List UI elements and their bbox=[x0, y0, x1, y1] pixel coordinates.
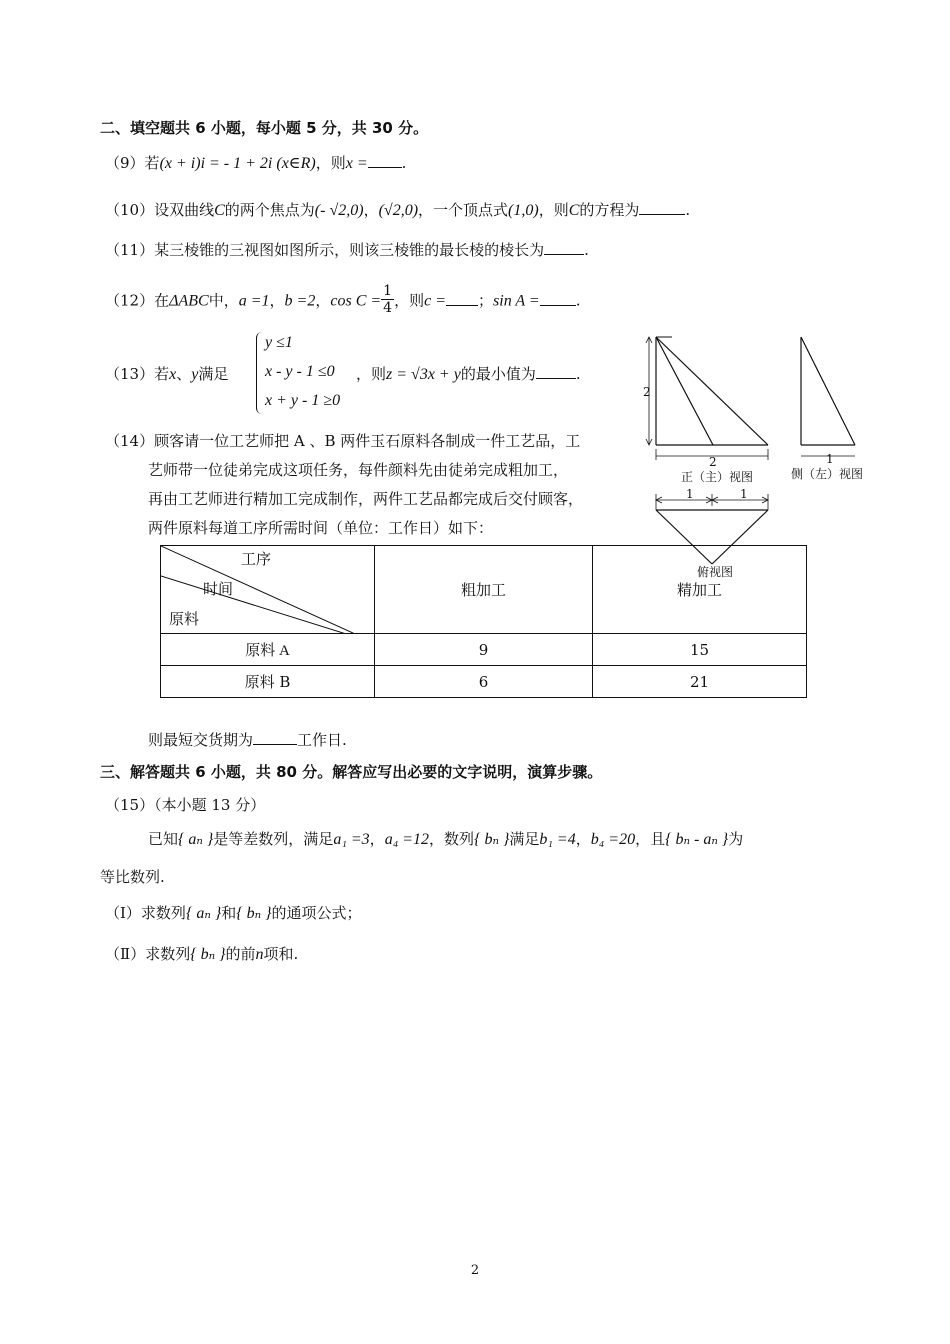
q15-seq-diff: { bₙ - aₙ } bbox=[665, 831, 729, 848]
q15-l1f: 为 bbox=[728, 830, 744, 848]
q12-num: （12） bbox=[105, 291, 155, 310]
side-width-label: 1 bbox=[826, 452, 834, 466]
q15-p1-seq-b: { bₙ } bbox=[236, 905, 272, 922]
q14-tail bbox=[148, 730, 347, 750]
question-14-line3: 再由工艺师进行精加工完成制作，两件工艺品都完成后交付顾客， bbox=[148, 490, 584, 508]
q11-blank bbox=[544, 240, 584, 255]
q10-text4: ，则 bbox=[538, 201, 569, 219]
q12-text3: ，则 bbox=[394, 291, 425, 310]
q15-seq-a: { aₙ } bbox=[178, 831, 214, 848]
q10-text1: 设双曲线 bbox=[154, 201, 215, 219]
q13-constraint-system bbox=[256, 332, 367, 414]
table-header-yuanliao: 原料 bbox=[169, 610, 200, 628]
q15-p2c: 项和. bbox=[263, 945, 299, 963]
q12-text2: 中， bbox=[208, 291, 239, 310]
section3-heading: 三、解答题共 6 小题，共 80 分。解答应写出必要的文字说明，演算步骤。 bbox=[100, 763, 603, 781]
q11-end: . bbox=[584, 241, 589, 259]
table-row-name: 原料 B bbox=[161, 666, 375, 698]
question-14-line1 bbox=[105, 431, 580, 451]
q10-text3: ，一个顶点式 bbox=[418, 201, 509, 219]
q10-comma: ， bbox=[363, 201, 379, 219]
q11-text: 某三棱锥的三视图如图所示，则该三棱锥的最长棱的棱长为 bbox=[154, 241, 545, 259]
q13-z: z = √3x + y bbox=[386, 366, 461, 383]
q10-end: . bbox=[685, 201, 691, 219]
q15-l1d: 满足 bbox=[509, 830, 540, 848]
q15-part1 bbox=[105, 903, 362, 924]
q15-l1c: ，数列 bbox=[429, 830, 475, 848]
q15-n: n bbox=[255, 946, 264, 963]
q14-l1: 顾客请一位工艺师把 A 、B 两件玉石原料各制成一件工艺品，工 bbox=[154, 432, 581, 450]
q14-tail2: 工作日. bbox=[297, 731, 347, 749]
q9-pre: 若 bbox=[144, 154, 160, 172]
table-header-fine: 精加工 bbox=[593, 546, 807, 634]
q10-vertex: (1,0) bbox=[508, 202, 539, 219]
q15-a1: a₁ =3 bbox=[333, 831, 370, 848]
three-view-figure bbox=[636, 330, 876, 580]
q9-mid: ，则 bbox=[315, 154, 346, 172]
question-14-line4: 两件原料每道工序所需时间（单位：工作日）如下： bbox=[148, 519, 494, 537]
question-14-line2: 艺师带一位徒弟完成这项任务，每件颜料先由徒弟完成粗加工， bbox=[148, 461, 569, 479]
q9-blank bbox=[368, 153, 402, 168]
q15-b1: b₁ =4 bbox=[539, 831, 576, 848]
q12-fraction bbox=[381, 283, 394, 316]
q15-num: （15）（本小题 13 分） bbox=[105, 796, 266, 814]
top-view bbox=[656, 494, 768, 564]
front-width-label: 2 bbox=[709, 455, 717, 469]
table-cell: 6 bbox=[375, 666, 593, 698]
q10-focus2: (√2,0) bbox=[378, 202, 419, 219]
q12-frac-den: 4 bbox=[383, 300, 393, 316]
table-header-diagonal-cell bbox=[161, 546, 375, 634]
side-view bbox=[801, 337, 855, 456]
q13-constraint-2: x - y - 1 ≤0 bbox=[265, 363, 335, 380]
q13-end: . bbox=[575, 365, 581, 383]
q15-p2a: （Ⅱ）求数列 bbox=[105, 945, 191, 963]
q13-constraint-1: y ≤1 bbox=[265, 334, 293, 351]
q12-sep: ； bbox=[478, 291, 494, 310]
q12-blank2 bbox=[540, 291, 576, 306]
q15-p1a: （Ⅰ）求数列 bbox=[105, 904, 186, 922]
table-header-gongxu: 工序 bbox=[241, 550, 272, 568]
q12-c: c = bbox=[424, 292, 446, 310]
table-cell: 15 bbox=[593, 634, 807, 666]
q13-text1: 若 bbox=[154, 365, 170, 383]
q13-blank bbox=[536, 364, 576, 379]
q9-expr: (x + i)i = - 1 + 2i (x∈R) bbox=[159, 155, 316, 172]
q12-b: b =2 bbox=[284, 292, 316, 310]
q15-p1b: 和 bbox=[221, 904, 237, 922]
q12-text1: 在 bbox=[154, 291, 170, 310]
q15-l1b: 是等差数列，满足 bbox=[213, 830, 334, 848]
table-row-name: 原料 A bbox=[161, 634, 375, 666]
q13-dun: 、 bbox=[176, 365, 192, 383]
q13-text4: 的最小值为 bbox=[460, 365, 536, 383]
q13-num: （13） bbox=[105, 365, 155, 383]
q10-blank bbox=[639, 200, 685, 215]
q13-text3: ，则 bbox=[356, 365, 387, 383]
q10-text2: 的两个焦点为 bbox=[224, 201, 315, 219]
q15-line2: 等比数列. bbox=[100, 868, 165, 886]
q15-l1e: ，且 bbox=[635, 830, 666, 848]
q15-p2-seq-b: { bₙ } bbox=[190, 946, 226, 963]
q12-cos: cos C = bbox=[330, 292, 382, 310]
table-cell: 9 bbox=[375, 634, 593, 666]
question-10 bbox=[105, 200, 690, 221]
q10-text5: 的方程为 bbox=[579, 201, 640, 219]
q13-x: x bbox=[169, 366, 177, 383]
table-row bbox=[161, 634, 807, 666]
q9-end: . bbox=[401, 154, 407, 172]
q15-a4: a₄ =12 bbox=[384, 831, 430, 848]
top-view-caption: 俯视图 bbox=[697, 565, 734, 579]
q13-y: y bbox=[191, 366, 199, 383]
q15-p1-seq-a: { aₙ } bbox=[185, 905, 222, 922]
q12-end: . bbox=[575, 291, 581, 310]
q15-seq-b: { bₙ } bbox=[474, 831, 510, 848]
q11-num: （11） bbox=[105, 241, 155, 259]
q15-line1: 已知{ aₙ }是等差数列，满足a₁ =3，a₄ =12，数列{ bₙ }满足b₁ =4，b₄ =20，且{ bₙ - aₙ }为 bbox=[148, 830, 744, 848]
q13-text2: 满足 bbox=[198, 365, 229, 383]
top-right-label: 1 bbox=[740, 487, 748, 501]
side-view-caption: 侧（左）视图 bbox=[791, 467, 864, 481]
q10-num: （10） bbox=[105, 201, 155, 219]
question-13 bbox=[105, 364, 228, 385]
front-view bbox=[646, 337, 768, 460]
q12-sin: sin A = bbox=[493, 292, 540, 310]
q15-part2 bbox=[105, 944, 298, 965]
table-row bbox=[161, 666, 807, 698]
front-view-caption: 正（主）视图 bbox=[681, 470, 754, 484]
q13-constraint-3: x + y - 1 ≥0 bbox=[265, 392, 341, 409]
q12-frac-num: 1 bbox=[383, 283, 393, 299]
front-height-label: 2 bbox=[643, 385, 651, 399]
q15-p1c: 的通项公式； bbox=[271, 904, 362, 922]
q10-var-c2: C bbox=[568, 202, 580, 219]
table-cell: 21 bbox=[593, 666, 807, 698]
q9-num: （9） bbox=[105, 154, 145, 172]
q12-triangle: ΔABC bbox=[169, 292, 209, 310]
q15-l1a: 已知 bbox=[148, 830, 179, 848]
top-left-label: 1 bbox=[686, 487, 694, 501]
q14-blank bbox=[253, 730, 297, 745]
q9-var: x = bbox=[345, 155, 368, 172]
question-13-tail bbox=[356, 364, 581, 385]
q14-tail1: 则最短交货期为 bbox=[148, 731, 254, 749]
q15-p2b: 的前 bbox=[225, 945, 256, 963]
table-header-shijian: 时间 bbox=[203, 580, 234, 598]
question-12: （12）在ΔABC中，a =1，b =2，cos C = $\frac{1}{4}$ ，则c = ；sin A = . bbox=[105, 283, 581, 316]
page-number: 2 bbox=[470, 1263, 480, 1278]
q10-var-c: C bbox=[214, 202, 225, 219]
section2-heading: 二、填空题共 6 小题，每小题 5 分，共 30 分。 bbox=[100, 119, 429, 137]
q12-blank1 bbox=[446, 291, 478, 306]
q10-focus1: (- √2,0) bbox=[314, 202, 364, 219]
q15-b4: b₄ =20 bbox=[590, 831, 636, 848]
q14-num: （14） bbox=[105, 432, 155, 450]
question-9 bbox=[105, 153, 406, 174]
table-header-rough: 粗加工 bbox=[375, 546, 593, 634]
question-11 bbox=[105, 240, 589, 260]
q12-a: a =1 bbox=[238, 292, 270, 310]
